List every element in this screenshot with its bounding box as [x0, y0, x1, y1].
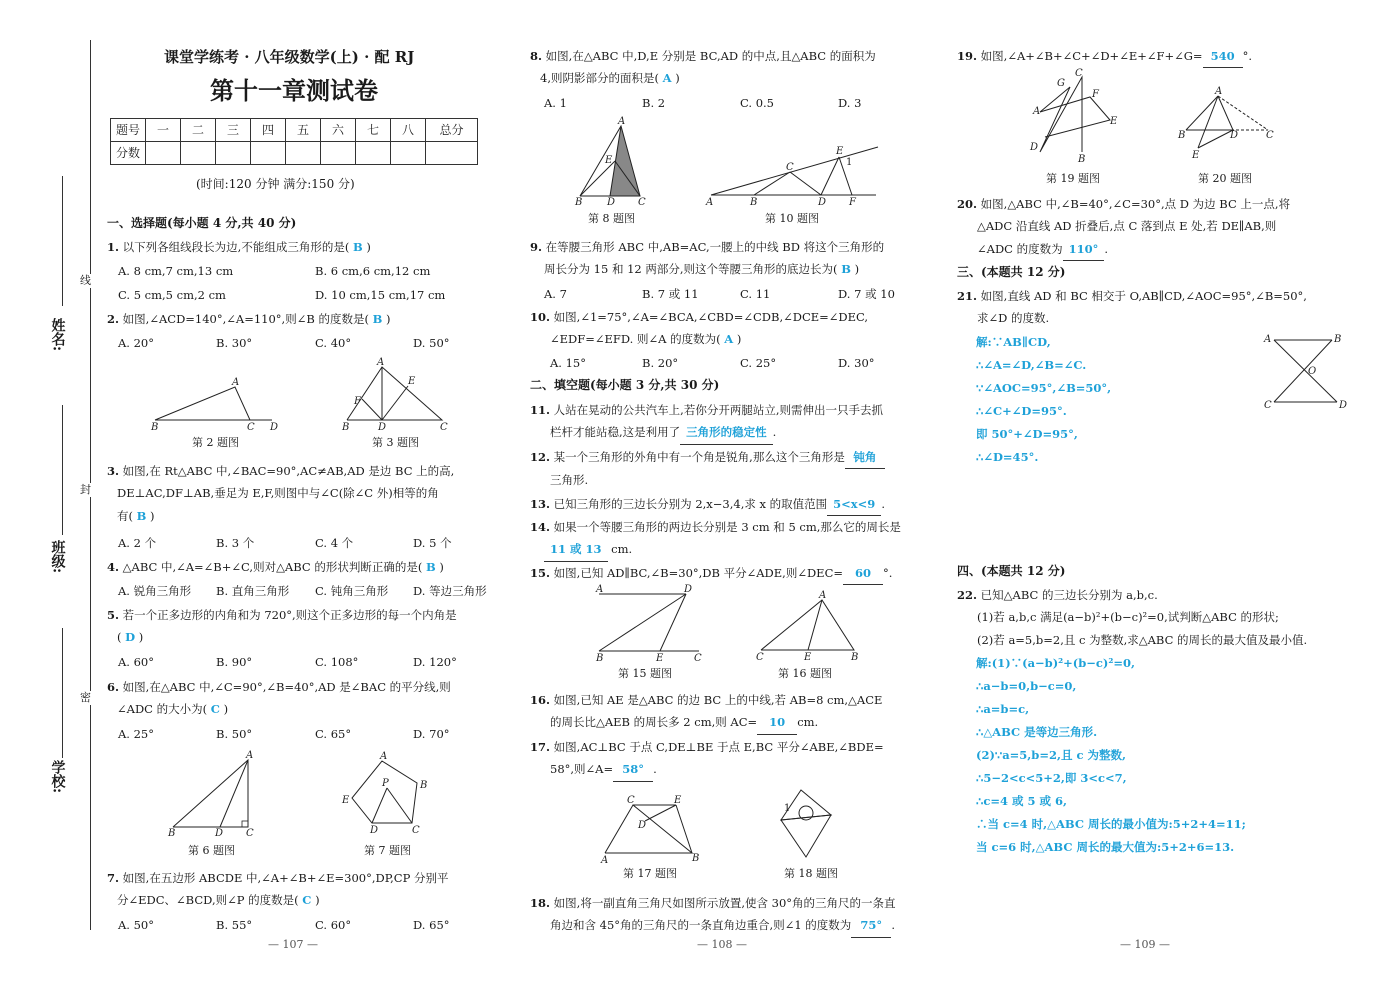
caption-fig15: 第 15 题图 [618, 667, 672, 680]
score-cell[interactable] [146, 142, 181, 165]
svg-text:C: C [756, 652, 764, 663]
q-num: 12. [530, 450, 551, 464]
q-text: 如图,在 Rt△ABC 中,∠BAC=90°,AC≠AB,AD 是边 BC 上的高, [122, 464, 455, 478]
caption-fig6: 第 6 题图 [188, 844, 235, 857]
solution-line: 即 50°+∠D=95°, [976, 427, 1078, 441]
svg-text:A: A [706, 197, 714, 208]
question-20: 20. 如图,△ABC 中,∠B=40°,∠C=30°,点 D 为边 BC 上一点,将 △ADC 沿直线 AD 折叠后,点 C 落到点 E 处,若 DE∥AB,则 ∠ADC 的度数为 110° . [957, 193, 1352, 261]
answer: B [352, 240, 363, 254]
q-text: 的周长比△AEB 的周长多 2 cm,则 AC= [550, 715, 758, 730]
svg-text:C: C [786, 162, 794, 173]
svg-text:D: D [1230, 130, 1239, 141]
q-text: 求∠D 的度数. [977, 311, 1050, 326]
q-text: 若一个正多边形的内角和为 720°,则这个正多边形的每一个内角是 [122, 608, 457, 622]
svg-text:D: D [607, 197, 616, 208]
svg-text:A: A [618, 116, 626, 127]
answer-blank[interactable]: 75° [851, 914, 891, 937]
q-num: 9. [530, 240, 543, 254]
caption-fig3: 第 3 题图 [372, 436, 419, 449]
figure-7 [342, 751, 432, 838]
caption-fig20: 第 20 题图 [1198, 172, 1252, 185]
figure-19 [1030, 68, 1120, 165]
question-4: 4. △ABC 中,∠A=∠B+∠C,则对△ABC 的形状判断正确的是( B ) [107, 560, 444, 574]
option: D. 30° [838, 356, 875, 370]
option: C. 钝角三角形 [315, 584, 389, 598]
answer-blank[interactable]: 11 或 13 [544, 538, 608, 561]
score-header: 八 [391, 119, 426, 142]
option: B. 90° [216, 655, 253, 669]
q-num: 20. [957, 197, 978, 211]
svg-text:1: 1 [846, 157, 853, 168]
answer-blank[interactable]: 540 [1203, 45, 1243, 68]
score-header: 七 [356, 119, 391, 142]
svg-text:C: C [440, 422, 448, 433]
question-18: 18. 如图,将一副直角三角尺如图所示放置,使含 30°角的三角尺的一条直 角边和含 45°角的三角尺的一条直角边重合,则∠1 的度数为 75° . [530, 892, 925, 938]
solution-22 [976, 652, 1246, 859]
svg-text:A: A [246, 750, 254, 761]
figure-16 [756, 592, 866, 662]
svg-text:A: A [1033, 106, 1041, 117]
score-header: 总分 [426, 119, 478, 142]
figure-10 [706, 142, 886, 212]
q-text: ∠ADC 的大小为( [117, 702, 208, 717]
q-num: 19. [957, 49, 978, 63]
svg-text:F: F [354, 396, 361, 407]
q-text: 已知△ABC 的三边长分别为 a,b,c. [980, 588, 1158, 602]
svg-text:D: D [1339, 400, 1348, 411]
score-cell[interactable] [286, 142, 321, 165]
score-header: 一 [146, 119, 181, 142]
option: A. 2 个 [118, 536, 157, 550]
q-text: 在等腰三角形 ABC 中,AB=AC,一腰上的中线 BD 将这个三角形的 [545, 240, 885, 254]
svg-text:E: E [804, 652, 812, 663]
figure-17 [600, 795, 705, 865]
svg-text:B: B [151, 422, 159, 433]
option: A. 锐角三角形 [118, 584, 192, 598]
option: A. 20° [118, 336, 154, 350]
score-cell[interactable] [251, 142, 286, 165]
answer-blank[interactable]: 三角形的稳定性 [680, 421, 773, 444]
svg-text:A: A [1215, 86, 1223, 97]
q-num: 4. [107, 560, 120, 574]
svg-text:B: B [851, 652, 859, 663]
solution-line: 解:∵AB∥CD, [976, 335, 1051, 349]
page-title: 第十一章测试卷 [210, 77, 378, 105]
q-text: 如图,在五边形 ABCDE 中,∠A+∠B+∠E=300°,DP,CP 分别平 [122, 871, 449, 885]
question-6: 6. 如图,在△ABC 中,∠C=90°,∠B=40°,AD 是∠BAC 的平分线,则 ∠ADC 的大小为( C ) [107, 680, 451, 717]
q-num: 22. [957, 588, 978, 602]
question-13: 13. 已知三角形的三边长分别为 2,x−3,4,求 x 的取值范围 5<x<9 . [530, 493, 925, 516]
svg-text:B: B [596, 653, 604, 664]
page-num: 108 [711, 938, 733, 951]
answer: B [841, 262, 851, 277]
caption-fig18: 第 18 题图 [784, 867, 838, 880]
solution-line: ∴∠C+∠D=95°. [976, 404, 1067, 418]
answer: A [662, 71, 672, 86]
svg-text:C: C [247, 422, 255, 433]
answer: C [302, 893, 312, 908]
question-3: 3. 如图,在 Rt△ABC 中,∠BAC=90°,AC≠AB,AD 是边 BC 上的高, DE⊥AC,DF⊥AB,垂足为 E,F,则图中与∠C(除∠C 外)相等的角 有( B ) [107, 464, 455, 523]
option: C. 25° [740, 356, 777, 370]
question-1: 1. 以下列各组线段长为边,不能组成三角形的是( B ) [107, 240, 371, 254]
svg-text:D: D [684, 584, 693, 595]
answer: C [210, 702, 220, 717]
q-text: 分∠EDC、∠BCD,则∠P 的度数是( [117, 893, 299, 908]
caption-fig10: 第 10 题图 [765, 212, 819, 225]
solution-line: ∴a=b=c, [976, 702, 1030, 716]
class-blank [62, 405, 63, 535]
svg-text:D: D [1030, 142, 1039, 153]
svg-text:A: A [601, 855, 609, 866]
caption-fig16: 第 16 题图 [778, 667, 832, 680]
q-unit: cm. [611, 542, 633, 557]
option: C. 4 个 [315, 536, 354, 550]
option: D. 120° [413, 655, 457, 669]
svg-text:E: E [1110, 116, 1118, 127]
q-text: 栏杆才能站稳,这是利用了 [550, 425, 681, 440]
q-text: 三角形. [550, 473, 589, 488]
option: A. 8 cm,7 cm,13 cm [118, 264, 234, 278]
q-num: 3. [107, 464, 120, 478]
option: B. 2 [642, 96, 666, 110]
option: B. 30° [216, 336, 253, 350]
svg-text:B: B [1334, 334, 1342, 345]
question-5: 5. 若一个正多边形的内角和为 720°,则这个正多边形的每一个内角是 ( D ) [107, 608, 457, 645]
q-num: 21. [957, 289, 978, 303]
svg-text:B: B [750, 197, 758, 208]
option: A. 60° [118, 655, 154, 669]
answer-blank[interactable]: 58° [613, 758, 653, 781]
page-number-3: — 109 — [1120, 938, 1170, 951]
svg-text:C: C [1266, 130, 1274, 141]
option: A. 50° [118, 918, 154, 932]
q-text: 以下列各组线段长为边,不能组成三角形的是( [122, 240, 350, 254]
svg-text:B: B [575, 197, 583, 208]
answer-blank[interactable]: 10 [757, 711, 797, 734]
score-cell[interactable] [216, 142, 251, 165]
q-text: 如图,直线 AD 和 BC 相交于 O,AB∥CD,∠AOC=95°,∠B=50°, [980, 289, 1307, 303]
mark-dense: 密 [80, 691, 91, 704]
solution-line: ∴c=4 或 5 或 6, [976, 794, 1067, 808]
svg-text:F: F [1092, 89, 1099, 100]
caption-fig17: 第 17 题图 [623, 867, 677, 880]
q-unit: °. [883, 566, 893, 580]
score-header: 四 [251, 119, 286, 142]
q-text: △ADC 沿直线 AD 折叠后,点 C 落到点 E 处,若 DE∥AB,则 [977, 219, 1277, 234]
svg-text:B: B [1178, 130, 1186, 141]
q-text: 角边和含 45°角的三角尺的一条直角边重合,则∠1 的度数为 [550, 918, 852, 933]
q-unit: °. [1242, 49, 1252, 63]
svg-text:E: E [408, 376, 416, 387]
option: C. 108° [315, 655, 359, 669]
option: D. 50° [413, 336, 450, 350]
school-label: 学校: [49, 760, 66, 794]
option: A. 7 [544, 287, 567, 301]
q-text: 4,则阴影部分的面积是( [540, 71, 659, 86]
figure-15 [594, 584, 704, 664]
svg-text:A: A [380, 751, 388, 762]
svg-text:C: C [694, 653, 702, 664]
figure-18 [776, 785, 836, 865]
q-num: 10. [530, 310, 551, 324]
q-text: 如果一个等腰三角形的两边长分别是 3 cm 和 5 cm,那么它的周长是 [553, 520, 901, 534]
question-9: 9. 在等腰三角形 ABC 中,AB=AC,一腰上的中线 BD 将这个三角形的 周长分为 15 和 12 两部分,则这个等腰三角形的底边长为( B ) [530, 240, 885, 277]
svg-text:D: D [270, 422, 279, 433]
solution-line: 当 c=6 时,△ABC 周长的最大值为:5+2+6=13. [976, 840, 1235, 854]
class-label: 班级: [49, 540, 66, 574]
name-blank [62, 176, 63, 306]
caption-fig19: 第 19 题图 [1046, 172, 1100, 185]
q-text: 如图,AC⊥BC 于点 C,DE⊥BE 于点 E,BC 平分∠ABE,∠BDE= [553, 740, 884, 754]
q-text: 已知三角形的三边长分别为 2,x−3,4,求 x 的取值范围 [553, 497, 828, 511]
figure-21 [1262, 332, 1352, 412]
name-label: 姓名: [49, 318, 66, 352]
solution-line: ∴a−b=0,b−c=0, [976, 679, 1077, 693]
score-label: 分数 [111, 142, 146, 165]
svg-text:B: B [1078, 154, 1086, 165]
q-text: 58°,则∠A= [550, 762, 614, 777]
section-fill: 二、填空题(每小题 3 分,共 30 分) [530, 378, 720, 392]
option: C. 5 cm,5 cm,2 cm [118, 288, 226, 302]
svg-text:D: D [818, 197, 827, 208]
caption-fig7: 第 7 题图 [364, 844, 411, 857]
svg-text:A: A [819, 590, 827, 601]
question-21 [957, 285, 1352, 330]
solution-line: ∵∠AOC=95°,∠B=50°, [976, 381, 1112, 395]
q-text: (2)若 a=5,b=2,且 c 为整数,求△ABC 的周长的最大值及最小值. [977, 632, 1308, 647]
option: D. 5 个 [413, 536, 452, 550]
question-16 [530, 689, 925, 735]
question-17: 17. 如图,AC⊥BC 于点 C,DE⊥BE 于点 E,BC 平分∠ABE,∠BDE= 58°,则∠A= 58° . [530, 736, 925, 782]
svg-text:D: D [378, 422, 387, 433]
answer: B [425, 560, 436, 574]
section-choice: 一、选择题(每小题 4 分,共 40 分) [107, 216, 297, 230]
section-3: 三、(本题共 12 分) [957, 265, 1066, 279]
solution-line: ∴∠D=45°. [976, 450, 1039, 464]
option: D. 70° [413, 727, 450, 741]
score-cell[interactable] [391, 142, 426, 165]
option: B. 20° [642, 356, 679, 370]
page-num: 109 [1134, 938, 1156, 951]
option: C. 40° [315, 336, 352, 350]
time-note: (时间:120 分钟 满分:150 分) [196, 177, 355, 191]
q-text: DE⊥AC,DF⊥AB,垂足为 E,F,则图中与∠C(除∠C 外)相等的角 [117, 486, 439, 501]
answer: D [125, 630, 136, 645]
svg-text:1: 1 [784, 803, 791, 814]
answer-blank[interactable]: 5<x<9 [827, 493, 881, 516]
q-text: 人站在晃动的公共汽车上,若你分开两腿站立,则需伸出一只手去抓 [553, 403, 883, 417]
score-cell[interactable] [181, 142, 216, 165]
option: B. 55° [216, 918, 253, 932]
mark-line: 线 [80, 274, 91, 287]
q-text: 某一个三角形的外角中有一个角是锐角,那么这个三角形是 [553, 450, 845, 464]
q-text: ∠EDF=∠EFD. 则∠A 的度数为( [550, 332, 721, 347]
q-num: 15. [530, 566, 551, 580]
q-unit: cm. [797, 715, 819, 730]
svg-text:E: E [656, 653, 664, 664]
page-number-1: — 107 — [268, 938, 318, 951]
q-text: 如图,∠ACD=140°,∠A=110°,则∠B 的度数是( [122, 312, 369, 326]
q-num: 2. [107, 312, 120, 326]
svg-text:C: C [638, 197, 646, 208]
answer: A [724, 332, 734, 347]
q-text: 如图,将一副直角三角尺如图所示放置,使含 30°角的三角尺的一条直 [553, 896, 896, 910]
svg-text:A: A [1264, 334, 1272, 345]
option: C. 11 [740, 287, 771, 301]
score-header: 二 [181, 119, 216, 142]
question-11: 11. 人站在晃动的公共汽车上,若你分开两腿站立,则需伸出一只手去抓 栏杆才能站稳,这是利用了 三角形的稳定性 . [530, 399, 925, 445]
q-text: 如图,△ABC 中,∠B=40°,∠C=30°,点 D 为边 BC 上一点,将 [980, 197, 1291, 211]
page-num: 107 [282, 938, 304, 951]
question-8: 8. 如图,在△ABC 中,D,E 分别是 BC,AD 的中点,且△ABC 的面积为 4,则阴影部分的面积是( A ) [530, 49, 876, 86]
q-text: 如图,∠1=75°,∠A=∠BCA,∠CBD=∠CDB,∠DCE=∠DEC, [553, 310, 869, 324]
svg-text:O: O [1308, 366, 1317, 377]
figure-20 [1178, 88, 1278, 163]
svg-text:C: C [1264, 400, 1272, 411]
svg-text:E: E [1192, 150, 1200, 161]
svg-text:B: B [168, 828, 176, 839]
svg-text:G: G [1057, 78, 1065, 89]
question-15 [530, 562, 925, 585]
page-number-2: — 108 — [697, 938, 747, 951]
figure-6 [168, 752, 268, 837]
option: D. 等边三角形 [413, 584, 487, 598]
solution-21 [976, 331, 1111, 469]
option: C. 0.5 [740, 96, 774, 110]
option: B. 50° [216, 727, 253, 741]
figure-8 [575, 118, 655, 208]
q-num: 14. [530, 520, 551, 534]
svg-text:A: A [377, 357, 385, 368]
figure-3 [342, 357, 457, 433]
solution-line: ∴∠A=∠D,∠B=∠C. [976, 358, 1087, 372]
q-num: 8. [530, 49, 543, 63]
q-text: 如图,在△ABC 中,∠C=90°,∠B=40°,AD 是∠BAC 的平分线,则 [122, 680, 451, 694]
option: D. 7 或 10 [838, 287, 895, 301]
score-cell[interactable] [426, 142, 478, 165]
q-num: 18. [530, 896, 551, 910]
svg-text:B: B [420, 780, 428, 791]
q-text: 有( [117, 508, 133, 523]
option: A. 25° [118, 727, 154, 741]
option: C. 60° [315, 918, 352, 932]
option: B. 6 cm,6 cm,12 cm [315, 264, 431, 278]
question-19 [957, 45, 1352, 68]
q-num: 17. [530, 740, 551, 754]
score-cell[interactable] [356, 142, 391, 165]
score-header: 三 [216, 119, 251, 142]
q-num: 1. [107, 240, 120, 254]
solution-line: ∴△ABC 是等边三角形. [976, 725, 1098, 739]
school-blank [62, 628, 63, 758]
score-table [110, 118, 478, 165]
solution-line: ∴当 c=4 时,△ABC 周长的最小值为:5+2+4=11; [976, 817, 1246, 831]
option: A. 15° [550, 356, 586, 370]
svg-text:B: B [692, 853, 700, 864]
question-10: 10. 如图,∠1=75°,∠A=∠BCA,∠CBD=∠CDB,∠DCE=∠DEC, ∠EDF=∠EFD. 则∠A 的度数为( A ) [530, 310, 869, 347]
score-cell[interactable] [321, 142, 356, 165]
option: C. 65° [315, 727, 352, 741]
mark-seal: 封 [80, 483, 91, 496]
score-header: 六 [321, 119, 356, 142]
svg-text:E: E [836, 146, 844, 157]
q-num: 7. [107, 871, 120, 885]
question-22 [957, 584, 1352, 651]
figure-2 [150, 375, 290, 435]
svg-text:A: A [232, 377, 240, 388]
question-2: 2. 如图,∠ACD=140°,∠A=110°,则∠B 的度数是( B ) [107, 312, 391, 326]
caption-fig2: 第 2 题图 [192, 436, 239, 449]
svg-text:E: E [342, 795, 350, 806]
answer-blank[interactable]: 钝角 [845, 446, 885, 469]
score-header: 五 [286, 119, 321, 142]
caption-fig8: 第 8 题图 [588, 212, 635, 225]
answer: B [136, 508, 147, 523]
svg-text:C: C [246, 828, 254, 839]
q-num: 5. [107, 608, 120, 622]
q-text: 如图,在△ABC 中,D,E 分别是 BC,AD 的中点,且△ABC 的面积为 [545, 49, 876, 63]
solution-line: (2)∵a=5,b=2,且 c 为整数, [976, 748, 1126, 762]
svg-text:C: C [1075, 68, 1083, 79]
q-text: (1)若 a,b,c 满足(a−b)²+(b−c)²=0,试判断△ABC 的形状; [977, 610, 1279, 625]
solution-line: 解:(1)∵(a−b)²+(b−c)²=0, [976, 656, 1136, 670]
q-num: 11. [530, 403, 551, 417]
svg-text:B: B [342, 422, 350, 433]
q-text: 如图,已知 AD∥BC,∠B=30°,DB 平分∠ADE,则∠DEC= [553, 566, 844, 580]
section-4: 四、(本题共 12 分) [957, 564, 1066, 578]
option: D. 3 [838, 96, 862, 110]
option: D. 10 cm,15 cm,17 cm [315, 288, 446, 302]
answer-blank[interactable]: 110° [1063, 238, 1105, 261]
solution-line: ∴5−2<c<5+2,即 3<c<7, [976, 771, 1127, 785]
answer: B [372, 312, 383, 326]
svg-text:D: D [638, 820, 647, 831]
answer-blank[interactable]: 60 [843, 562, 883, 585]
question-12 [530, 446, 925, 492]
option: B. 3 个 [216, 536, 255, 550]
q-text: ∠ADC 的度数为 [977, 241, 1063, 256]
option: B. 7 或 11 [642, 287, 699, 301]
question-7: 7. 如图,在五边形 ABCDE 中,∠A+∠B+∠E=300°,DP,CP 分别平 分∠EDC、∠BCD,则∠P 的度数是( C ) [107, 871, 449, 908]
option: A. 1 [544, 96, 567, 110]
svg-text:F: F [849, 197, 856, 208]
svg-text:E: E [605, 155, 613, 166]
svg-text:C: C [627, 795, 635, 806]
svg-text:D: D [370, 825, 379, 836]
option: D. 65° [413, 918, 450, 932]
q-num: 6. [107, 680, 120, 694]
q-text: 如图,已知 AE 是△ABC 的边 BC 上的中线,若 AB=8 cm,△ACE [553, 693, 883, 707]
q-num: 13. [530, 497, 551, 511]
score-header: 题号 [111, 119, 146, 142]
svg-text:C: C [412, 825, 420, 836]
series-title: 课堂学练考 · 八年级数学(上) · 配 RJ [164, 48, 415, 66]
option: B. 直角三角形 [216, 584, 290, 598]
svg-text:E: E [674, 795, 682, 806]
svg-text:P: P [382, 778, 389, 789]
question-14 [530, 516, 925, 562]
q-text: 周长分为 15 和 12 两部分,则这个等腰三角形的底边长为( [544, 262, 838, 277]
q-num: 16. [530, 693, 551, 707]
q-text: △ABC 中,∠A=∠B+∠C,则对△ABC 的形状判断正确的是( [122, 560, 423, 574]
svg-text:D: D [215, 828, 224, 839]
q-text: 如图,∠A+∠B+∠C+∠D+∠E+∠F+∠G= [980, 49, 1203, 63]
svg-text:A: A [596, 584, 604, 595]
